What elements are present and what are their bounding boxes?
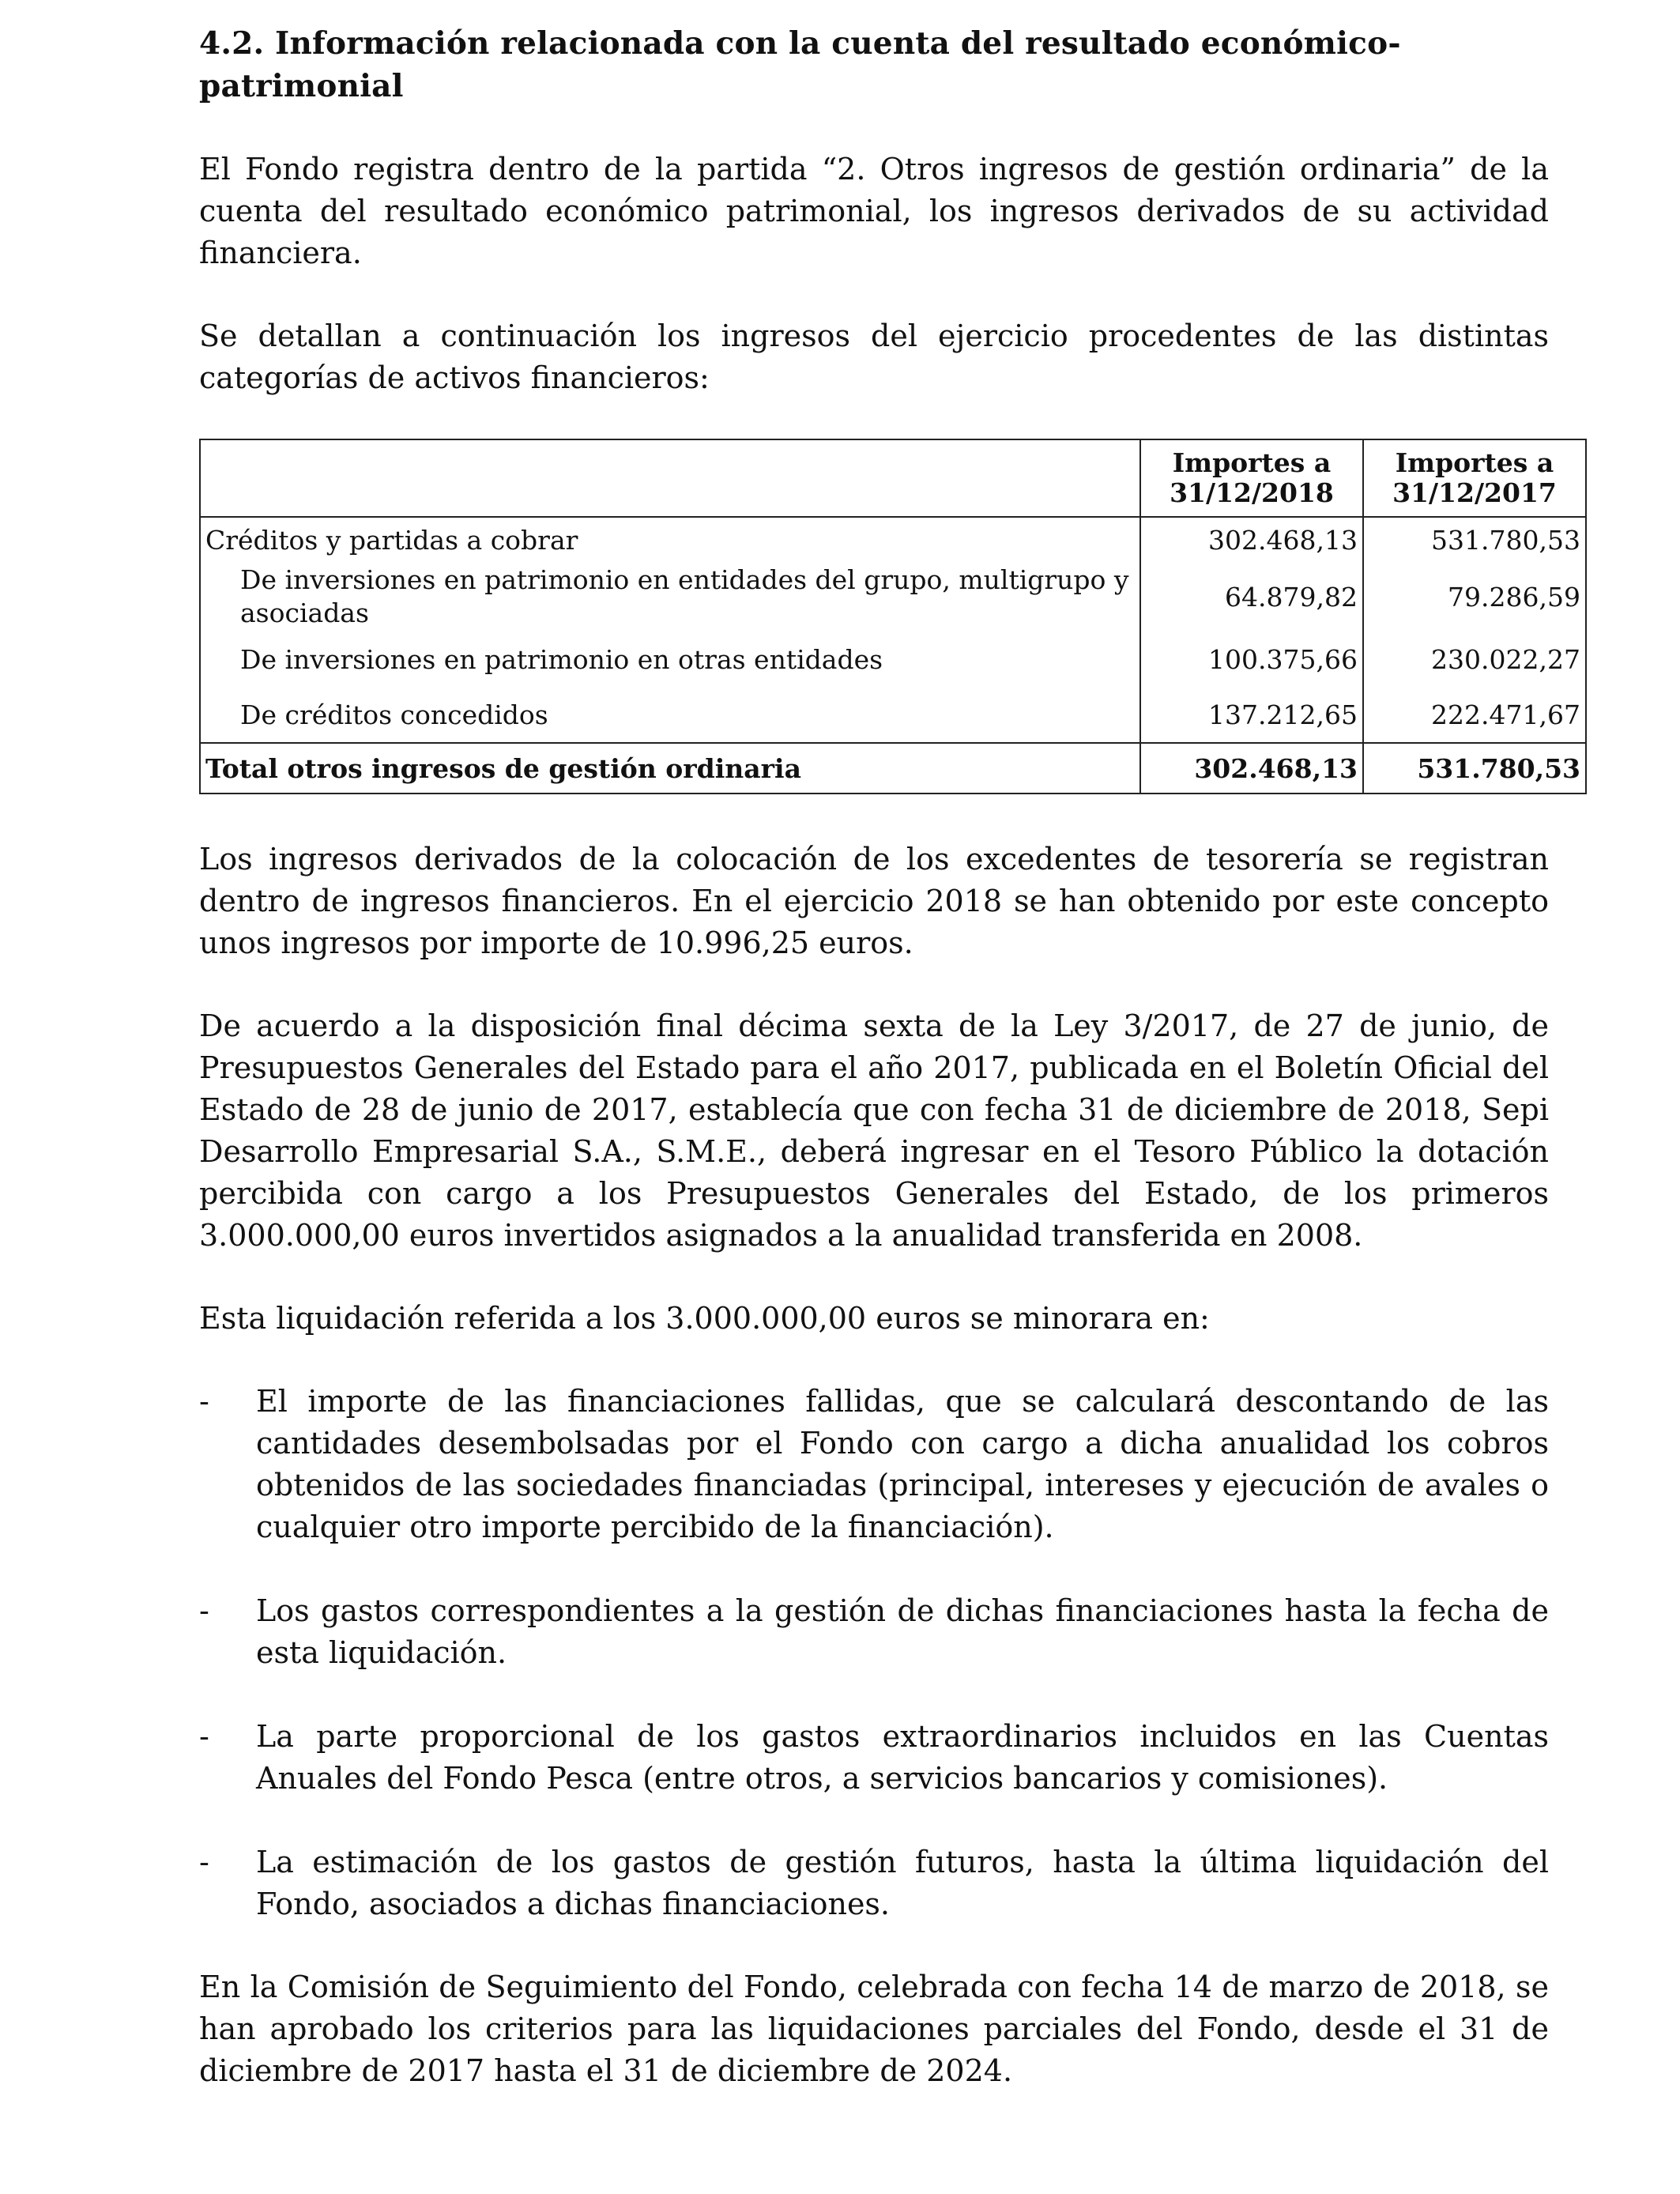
total-value-2018: 302.468,13 xyxy=(1140,743,1363,794)
paragraph-commission: En la Comisión de Seguimiento del Fondo, celebrada con fecha 14 de marzo de 2018, se han aprobado los criterios para las liquidaciones parciales del Fondo, desde el 31 de diciembre de 2017 hasta el 31 de diciembre de 2024. xyxy=(199,1970,1549,2088)
list-item xyxy=(199,1716,1549,1800)
paragraph-liquidation-intro: Esta liquidación referida a los 3.000.000,00 euros se minorara en: xyxy=(199,1301,1210,1336)
intro-paragraph-1: El Fondo registra dentro de la partida “2. Otros ingresos de gestión ordinaria” de la cuenta del resultado económico patrimonial, los ingresos derivados de su actividad financiera. xyxy=(199,152,1549,270)
list-bullet: - xyxy=(199,1845,209,1879)
table-row xyxy=(200,687,1586,743)
row-label: De créditos concedidos xyxy=(200,687,1140,743)
list-bullet: - xyxy=(199,1719,209,1754)
row-value-2018: 64.879,82 xyxy=(1140,562,1363,631)
table-total-row xyxy=(200,743,1586,794)
row-value-2017: 222.471,67 xyxy=(1363,687,1586,743)
section-title: 4.2. Información relacionada con la cuenta del resultado económico-patrimonial xyxy=(199,25,1401,104)
header-2018: Importes a 31/12/2018 xyxy=(1140,439,1363,517)
row-label: De inversiones en patrimonio en entidades del grupo, multigrupo y asociadas xyxy=(200,562,1140,631)
list-item-text: La parte proporcional de los gastos extraordinarios incluidos en las Cuentas Anuales del Fondo Pesca (entre otros, a servicios bancarios y comisiones). xyxy=(256,1719,1549,1796)
table-row xyxy=(200,517,1586,562)
row-label: Créditos y partidas a cobrar xyxy=(200,517,1140,562)
total-label: Total otros ingresos de gestión ordinaria xyxy=(200,743,1140,794)
table-row xyxy=(200,631,1586,687)
list-item-text: La estimación de los gastos de gestión futuros, hasta la última liquidación del Fondo, asociados a dichas financiaciones. xyxy=(256,1845,1549,1921)
list-item xyxy=(199,1842,1549,1925)
row-value-2018: 137.212,65 xyxy=(1140,687,1363,743)
paragraph-law-provision: De acuerdo a la disposición final décima sexta de la Ley 3/2017, de 27 de junio, de Presupuestos Generales del Estado para el año 2017, publicada en el Boletín Oficial del Estado de 28 de junio de 2017, establecía que con fecha 31 de diciembre de 2018, Sepi Desarrollo Empresarial S.A., S.M.E., deberá ingresar en el Tesoro Público la dotación percibida con cargo a los Presupuestos Generales del Estado, de los primeros 3.000.000,00 euros invertidos asignados a la anualidad transferida en 2008. xyxy=(199,1008,1549,1253)
list-item xyxy=(199,1381,1549,1548)
row-value-2017: 79.286,59 xyxy=(1363,562,1586,631)
row-value-2017: 230.022,27 xyxy=(1363,631,1586,687)
table-row xyxy=(200,562,1586,631)
row-label: De inversiones en patrimonio en otras entidades xyxy=(200,631,1140,687)
row-value-2018: 302.468,13 xyxy=(1140,517,1363,562)
paragraph-treasury-income: Los ingresos derivados de la colocación de los excedentes de tesorería se registran dentro de ingresos financieros. En el ejercicio 2018 se han obtenido por este concepto unos ingresos por importe de 10.996,25 euros. xyxy=(199,842,1549,960)
deduction-list xyxy=(199,1381,1549,1925)
income-table xyxy=(199,439,1587,794)
list-item-text: El importe de las financiaciones fallidas, que se calculará descontando de las cantidades desembolsadas por el Fondo con cargo a dicha anualidad los cobros obtenidos de las sociedades financiadas (principal, intereses y ejecución de avales o cualquier otro importe percibido de la financiación). xyxy=(256,1384,1549,1544)
list-item xyxy=(199,1590,1549,1674)
row-value-2017: 531.780,53 xyxy=(1363,517,1586,562)
table-header-row xyxy=(200,439,1586,517)
document-page xyxy=(199,22,1580,2092)
row-value-2018: 100.375,66 xyxy=(1140,631,1363,687)
total-value-2017: 531.780,53 xyxy=(1363,743,1586,794)
header-concept xyxy=(200,439,1140,517)
list-bullet: - xyxy=(199,1384,209,1419)
intro-paragraph-2: Se detallan a continuación los ingresos del ejercicio procedentes de las distintas categorías de activos financieros: xyxy=(199,319,1549,395)
list-item-text: Los gastos correspondientes a la gestión de dichas financiaciones hasta la fecha de esta liquidación. xyxy=(256,1593,1549,1670)
header-2017: Importes a 31/12/2017 xyxy=(1363,439,1586,517)
list-bullet: - xyxy=(199,1593,209,1628)
